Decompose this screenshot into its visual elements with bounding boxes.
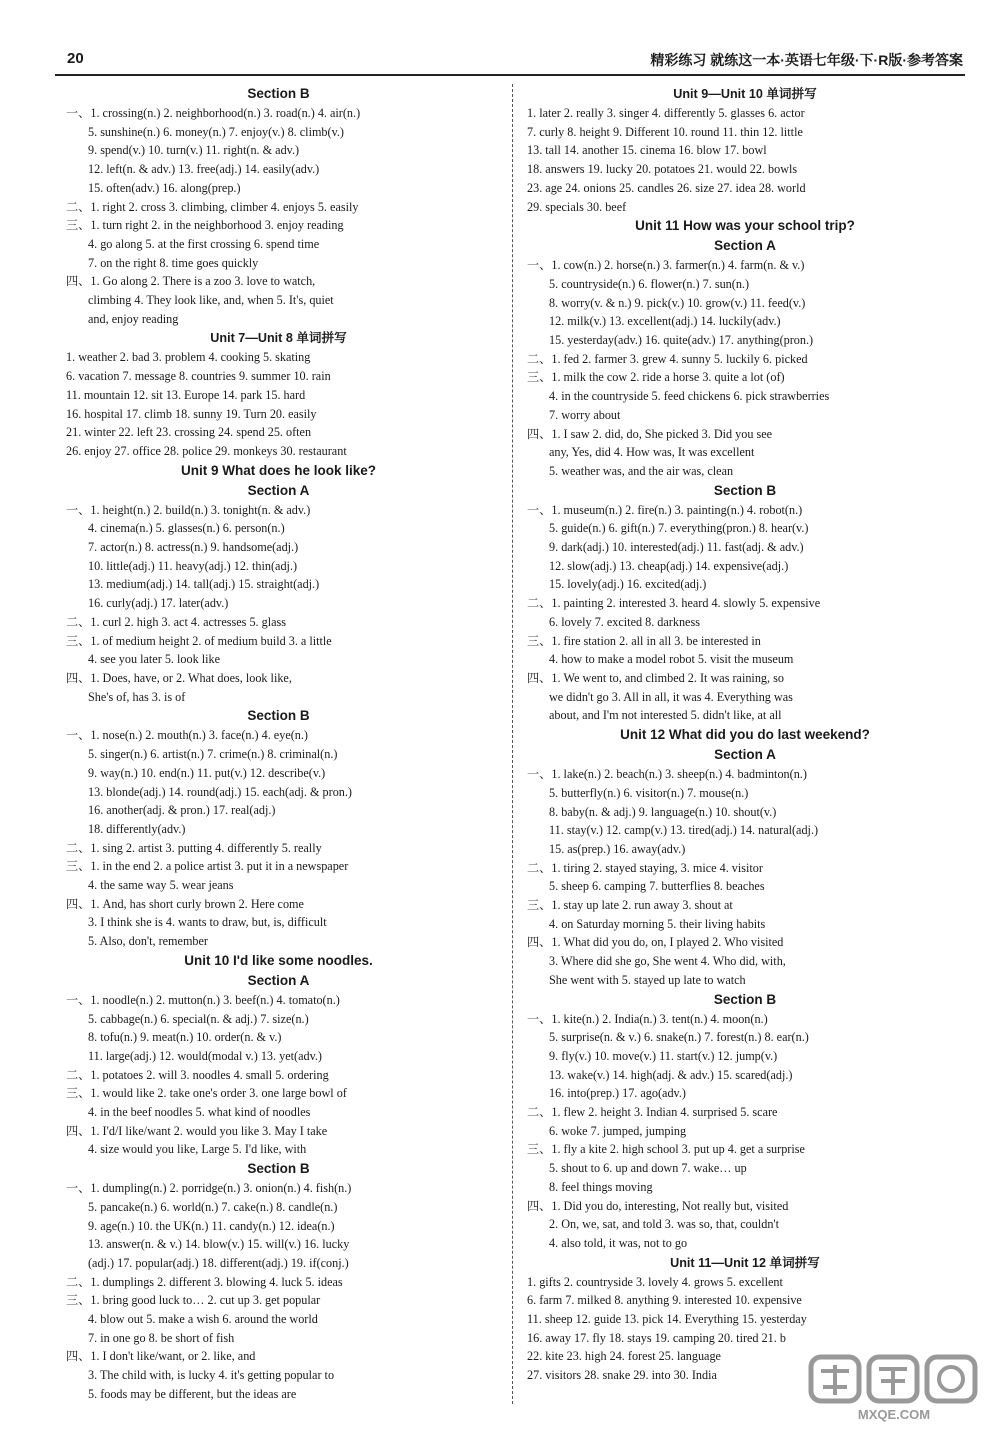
answer-line: 6. lovely 7. excited 8. darkness (549, 614, 700, 629)
answer-line: about, and I'm not interested 5. didn't like, at all (549, 708, 782, 723)
answer-line: 15. lovely(adj.) 16. excited(adj.) (549, 577, 707, 592)
answer-line: 18. answers 19. lucky 20. potatoes 21. would 22. bowls (527, 162, 798, 177)
answer-line: 二、1. curl 2. high 3. act 4. actresses 5. glass (66, 614, 287, 629)
answer-line: 8. worry(v. & n.) 9. pick(v.) 10. grow(v.) 11. feed(v.) (549, 295, 806, 310)
answer-line: 四、1. And, has short curly brown 2. Here come (66, 896, 304, 911)
answer-line: 5. weather was, and the air was, clean (549, 463, 734, 478)
answer-line: 一、1. dumpling(n.) 2. porridge(n.) 3. onion(n.) 4. fish(n.) (66, 1181, 352, 1196)
answer-line: 三、1. of medium height 2. of medium build 3. a little (66, 633, 332, 648)
answer-line: 三、1. would like 2. take one's order 3. one large bowl of (66, 1086, 347, 1101)
answer-line: 7. in one go 8. be short of fish (88, 1330, 235, 1345)
answer-line: 5. singer(n.) 6. artist(n.) 7. crime(n.) 8. criminal(n.) (88, 747, 338, 762)
answer-line: 2. On, we, sat, and told 3. was so, that, couldn't (549, 1217, 780, 1232)
section-heading: Section B (713, 482, 777, 498)
page-number: 20 (67, 50, 84, 67)
answer-line: 9. dark(adj.) 10. interested(adj.) 11. fast(adj. & adv.) (549, 540, 804, 555)
answer-line: 8. feel things moving (549, 1179, 653, 1194)
right-column (527, 84, 963, 1385)
answer-line: 1. weather 2. bad 3. problem 4. cooking 5. skating (66, 350, 311, 365)
answer-line: 7. on the right 8. time goes quickly (88, 255, 259, 270)
watermark-logo (807, 1353, 982, 1425)
answer-line: 4. also told, it was, not to go (549, 1235, 688, 1250)
answer-line: 22. kite 23. high 24. forest 25. language (527, 1349, 721, 1364)
answer-line: 二、1. dumplings 2. different 3. blowing 4. luck 5. ideas (66, 1274, 343, 1289)
answer-line: 4. in the countryside 5. feed chickens 6. pick strawberries (549, 389, 830, 404)
answer-line: 一、1. kite(n.) 2. India(n.) 3. tent(n.) 4. moon(n.) (527, 1011, 768, 1026)
answer-line: 15. as(prep.) 16. away(adv.) (549, 841, 686, 856)
header-title: 精彩练习 就练这一本·英语七年级·下·R版·参考答案 (650, 52, 963, 68)
answer-line: 9. age(n.) 10. the UK(n.) 11. candy(n.) 12. idea(n.) (88, 1218, 335, 1233)
answer-line: 8. baby(n. & adj.) 9. language(n.) 10. shout(v.) (549, 804, 777, 819)
answer-line: 四、1. What did you do, on, I played 2. Who visited (527, 935, 784, 950)
answer-line: 7. worry about (549, 407, 621, 422)
column-divider (512, 84, 513, 1404)
answer-line: 6. woke 7. jumped, jumping (549, 1123, 687, 1138)
watermark-subtext: MXQE.COM (857, 1407, 931, 1422)
answer-line: 4. cinema(n.) 5. glasses(n.) 6. person(n.) (88, 521, 285, 536)
answer-line: 18. differently(adv.) (88, 821, 186, 836)
section-heading: Unit 11 How was your school trip? (635, 218, 855, 234)
answer-line: 三、1. fire station 2. all in all 3. be interested in (527, 633, 761, 648)
section-heading: Section A (714, 238, 776, 254)
section-heading: Section A (247, 482, 310, 498)
answer-line: 5. shout to 6. up and down 7. wake… up (549, 1161, 747, 1176)
answer-line: 四、1. I don't like/want, or 2. like, and (66, 1349, 256, 1364)
answer-line: 26. enjoy 27. office 28. police 29. monkeys 30. restaurant (66, 443, 347, 458)
section-heading: Unit 7—Unit 8 单词拼写 (210, 331, 347, 346)
answer-line: 27. visitors 28. snake 29. into 30. India (527, 1368, 717, 1383)
answer-line: 三、1. fly a kite 2. high school 3. put up 4. get a surprise (527, 1142, 805, 1157)
answer-line: 四、1. I'd/I like/want 2. would you like 3. May I take (66, 1123, 328, 1138)
section-heading: Section B (247, 1161, 310, 1177)
answer-line: 一、1. nose(n.) 2. mouth(n.) 3. face(n.) 4. eye(n.) (66, 728, 308, 743)
answer-line: 5. surprise(n. & v.) 6. snake(n.) 7. forest(n.) 8. ear(n.) (549, 1030, 809, 1045)
answer-line: 二、1. sing 2. artist 3. putting 4. differently 5. really (66, 840, 322, 855)
answer-line: and, enjoy reading (88, 311, 179, 326)
left-column (66, 84, 491, 1404)
answer-line: 3. The child with, is lucky 4. it's getting popular to (88, 1368, 335, 1383)
answer-line: 四、1. Did you do, interesting, Not really but, visited (527, 1198, 789, 1213)
answer-line: 9. way(n.) 10. end(n.) 11. put(v.) 12. describe(v.) (88, 765, 326, 780)
section-heading: Unit 11—Unit 12 单词拼写 (670, 1255, 820, 1270)
answer-line: any, Yes, did 4. How was, It was excellent (549, 445, 755, 460)
answer-line: climbing 4. They look like, and, when 5. It's, quiet (88, 293, 334, 308)
answer-line: 11. mountain 12. sit 13. Europe 14. park 15. hard (66, 387, 306, 402)
answer-line: 一、1. lake(n.) 2. beach(n.) 3. sheep(n.) 4. badminton(n.) (527, 767, 807, 782)
answer-line: She's of, has 3. is of (88, 689, 186, 704)
answer-line: 一、1. cow(n.) 2. horse(n.) 3. farmer(n.) 4. farm(n. & v.) (527, 258, 805, 273)
answer-line: 6. vacation 7. message 8. countries 9. summer 10. rain (66, 369, 331, 384)
answer-line: 4. on Saturday morning 5. their living habits (549, 916, 766, 931)
answer-line: 三、1. stay up late 2. run away 3. shout at (527, 898, 733, 913)
answer-line: 四、1. Go along 2. There is a zoo 3. love to watch, (66, 274, 316, 289)
answer-line: 6. farm 7. milked 8. anything 9. interested 10. expensive (527, 1293, 802, 1308)
answer-line: 1. gifts 2. countryside 3. lovely 4. grows 5. excellent (527, 1274, 783, 1289)
answer-line: 三、1. in the end 2. a police artist 3. put it in a newspaper (66, 859, 349, 874)
answer-line: 11. stay(v.) 12. camp(v.) 13. tired(adj.) 14. natural(adj.) (549, 823, 819, 838)
answer-line: 三、1. milk the cow 2. ride a horse 3. quite a lot (of) (527, 370, 785, 385)
answer-line: 7. curly 8. height 9. Different 10. round 11. thin 12. little (527, 124, 803, 139)
answer-line: 一、1. crossing(n.) 2. neighborhood(n.) 3. road(n.) 4. air(n.) (66, 106, 361, 120)
answer-line: 12. left(n. & adv.) 13. free(adj.) 14. easily(adv.) (88, 162, 320, 177)
section-heading: Section A (247, 972, 310, 988)
answer-line: 16. curly(adj.) 17. later(adv.) (88, 596, 229, 611)
answer-line: 29. specials 30. beef (527, 199, 627, 214)
answer-line: 4. the same way 5. wear jeans (88, 878, 234, 893)
answer-line: 16. another(adj. & pron.) 17. real(adj.) (88, 803, 276, 818)
answer-line: 5. sheep 6. camping 7. butterflies 8. beaches (549, 879, 765, 894)
answer-line: 21. winter 22. left 23. crossing 24. spend 25. often (66, 425, 312, 440)
answer-line: 12. milk(v.) 13. excellent(adj.) 14. luckily(adv.) (549, 314, 781, 329)
answer-line: 二、1. tiring 2. stayed staying, 3. mice 4. visitor (527, 860, 763, 875)
answer-line: 5. guide(n.) 6. gift(n.) 7. everything(pron.) 8. hear(v.) (549, 521, 809, 536)
answer-line: 二、1. fed 2. farmer 3. grew 4. sunny 5. luckily 6. picked (527, 351, 808, 366)
answer-line: 11. large(adj.) 12. would(modal v.) 13. yet(adv.) (88, 1048, 322, 1063)
answer-line: 7. actor(n.) 8. actress(n.) 9. handsome(adj.) (88, 540, 299, 555)
answer-line: 13. tall 14. another 15. cinema 16. blow 17. bowl (527, 143, 767, 158)
section-heading: Section B (713, 991, 777, 1007)
section-heading: Unit 12 What did you do last weekend? (620, 727, 870, 743)
answer-line: 9. fly(v.) 10. move(v.) 11. start(v.) 12. jump(v.) (549, 1048, 778, 1063)
answer-line: 5. cabbage(n.) 6. special(n. & adj.) 7. size(n.) (88, 1011, 309, 1026)
section-heading: Unit 9—Unit 10 单词拼写 (673, 87, 817, 101)
answer-line: 13. blonde(adj.) 14. round(adj.) 15. each(adj. & pron.) (88, 784, 352, 799)
answer-line: 5. countryside(n.) 6. flower(n.) 7. sun(n.) (549, 276, 750, 291)
answer-line: 4. go along 5. at the first crossing 6. spend time (88, 236, 320, 251)
answer-line: 3. I think she is 4. wants to draw, but, is, difficult (88, 915, 327, 930)
answer-line: 4. see you later 5. look like (88, 652, 220, 667)
answer-line: 10. little(adj.) 11. heavy(adj.) 12. thin(adj.) (88, 558, 298, 573)
answer-line: 12. slow(adj.) 13. cheap(adj.) 14. expensive(adj.) (549, 558, 789, 573)
answer-line: 二、1. potatoes 2. will 3. noodles 4. small 5. ordering (66, 1067, 329, 1082)
answer-line: 9. spend(v.) 10. turn(v.) 11. right(n. & adv.) (88, 143, 300, 158)
answer-line: 8. tofu(n.) 9. meat(n.) 10. order(n. & v.) (88, 1030, 282, 1045)
answer-line: 16. away 17. fly 18. stays 19. camping 20. tired 21. b (527, 1330, 786, 1345)
answer-line: 一、1. noodle(n.) 2. mutton(n.) 3. beef(n.) 4. tomato(n.) (66, 992, 340, 1007)
answer-line: 13. wake(v.) 14. high(adj. & adv.) 15. scared(adj.) (549, 1067, 793, 1082)
answer-line: 16. into(prep.) 17. ago(adv.) (549, 1086, 686, 1101)
answer-line: 4. blow out 5. make a wish 6. around the world (88, 1312, 318, 1327)
answer-line: 三、1. bring good luck to… 2. cut up 3. get popular (66, 1293, 321, 1308)
answer-line: 4. how to make a model robot 5. visit the museum (549, 652, 794, 667)
answer-line: 5. pancake(n.) 6. world(n.) 7. cake(n.) 8. candle(n.) (88, 1199, 338, 1214)
section-heading: Section B (247, 86, 310, 101)
answer-line: 5. foods may be different, but the ideas are (88, 1386, 297, 1401)
answer-line: 3. Where did she go, She went 4. Who did, with, (549, 954, 786, 969)
answer-line: 三、1. turn right 2. in the neighborhood 3. enjoy reading (66, 218, 344, 233)
answer-line: (adj.) 17. popular(adj.) 18. different(adj.) 19. if(conj.) (88, 1255, 349, 1270)
answer-line: 15. often(adv.) 16. along(prep.) (88, 180, 241, 195)
answer-line: we didn't go 3. All in all, it was 4. Everything was (549, 689, 793, 704)
answer-line: 15. yesterday(adv.) 16. quite(adv.) 17. anything(pron.) (549, 333, 814, 348)
answer-line: 二、1. painting 2. interested 3. heard 4. slowly 5. expensive (527, 596, 821, 611)
section-heading: Unit 9 What does he look like? (180, 462, 377, 478)
page-header (55, 44, 965, 76)
answer-line: 四、1. I saw 2. did, do, She picked 3. Did you see (527, 426, 773, 441)
answer-line: 13. medium(adj.) 14. tall(adj.) 15. straight(adj.) (88, 577, 320, 592)
answer-line: 13. answer(n. & v.) 14. blow(v.) 15. will(v.) 16. lucky (88, 1237, 350, 1252)
section-heading: Unit 10 I'd like some noodles. (184, 952, 373, 968)
answer-line: 二、1. flew 2. height 3. Indian 4. surprised 5. scare (527, 1105, 778, 1120)
answer-line: 4. in the beef noodles 5. what kind of noodles (88, 1105, 311, 1120)
answer-line: 一、1. museum(n.) 2. fire(n.) 3. painting(n.) 4. robot(n.) (527, 502, 803, 517)
answer-line: 二、1. right 2. cross 3. climbing, climber 4. enjoys 5. easily (66, 199, 359, 214)
answer-line: 5. butterfly(n.) 6. visitor(n.) 7. mouse(n.) (549, 785, 749, 800)
section-heading: Section A (714, 747, 776, 763)
section-heading: Section B (247, 708, 310, 724)
answer-line: 16. hospital 17. climb 18. sunny 19. Turn 20. easily (66, 406, 317, 421)
answer-line: 1. later 2. really 3. singer 4. differently 5. glasses 6. actor (527, 106, 805, 120)
answer-line: 四、1. Does, have, or 2. What does, look like, (66, 670, 292, 685)
answer-line: 一、1. height(n.) 2. build(n.) 3. tonight(n. & adv.) (66, 502, 311, 517)
answer-line: 5. Also, don't, remember (88, 934, 208, 949)
answer-line: She went with 5. stayed up late to watch (549, 972, 746, 987)
answer-line: 5. sunshine(n.) 6. money(n.) 7. enjoy(v.) 8. climb(v.) (88, 124, 344, 139)
answer-line: 四、1. We went to, and climbed 2. It was raining, so (527, 670, 784, 685)
answer-line: 11. sheep 12. guide 13. pick 14. Everything 15. yesterday (527, 1312, 807, 1327)
answer-line: 23. age 24. onions 25. candles 26. size 27. idea 28. world (527, 180, 806, 195)
answer-line: 4. size would you like, Large 5. I'd like, with (88, 1142, 307, 1157)
